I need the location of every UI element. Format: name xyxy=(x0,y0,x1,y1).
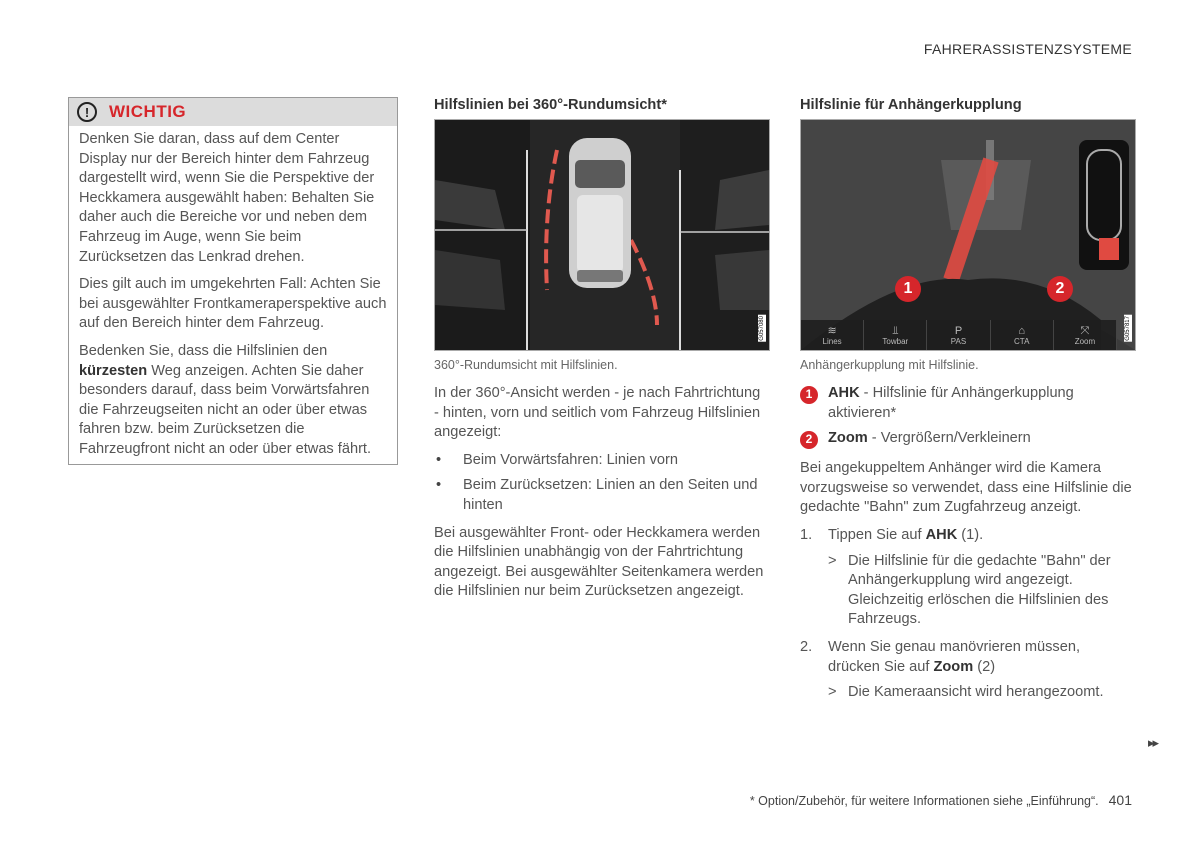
toolbar-label: Lines xyxy=(822,336,842,346)
next-page-icon: ▸▸ xyxy=(1148,735,1158,750)
footnote: * Option/Zubehör, für weitere Informationen siehe „Einführung“. xyxy=(749,794,1099,808)
callout-badge-1: 1 xyxy=(895,276,921,302)
text-span: Bedenken Sie, dass die Hilfslinien den xyxy=(79,342,328,359)
zoom-icon: ⤧ xyxy=(1080,324,1090,337)
text-span: Wenn Sie genau manövrieren müssen, drücken Sie auf xyxy=(828,638,1081,675)
towbar-icon: ⫫ xyxy=(892,324,899,337)
legend-term: Zoom xyxy=(828,430,868,447)
list-item: • Beim Vorwärtsfahren: Linien vorn xyxy=(434,451,768,471)
legend-item-1 xyxy=(800,384,1134,423)
number-badge-2: 2 xyxy=(800,431,818,449)
section-heading: Hilfslinien bei 360°-Rundumsicht* xyxy=(434,97,667,113)
surround-view-image xyxy=(434,119,770,351)
text-span: (2) xyxy=(973,658,996,675)
callout-badge-2: 2 xyxy=(1047,276,1073,302)
text-span: (1). xyxy=(957,526,984,543)
warning-paragraph: Dies gilt auch im umgekehrten Fall: Achten Sie bei ausgewählter Frontkameraperspektive auch auf den Bereich hinter dem Fahrzeug. xyxy=(79,276,387,332)
warning-title: WICHTIG xyxy=(109,102,187,121)
emphasis-text: AHK xyxy=(925,526,958,543)
result-arrow-icon: > xyxy=(828,684,837,701)
step-number: 1. xyxy=(800,526,813,543)
legend-text xyxy=(828,384,1134,423)
step-text xyxy=(828,638,1134,677)
text-span: Tippen Sie auf xyxy=(828,526,926,543)
exclamation-icon: ! xyxy=(77,102,97,122)
warning-body xyxy=(69,126,397,460)
towbar-camera-image xyxy=(800,119,1136,351)
toolbar-button-cta[interactable] xyxy=(991,320,1054,350)
toolbar-label: PAS xyxy=(950,336,967,346)
section-360 xyxy=(434,97,768,610)
cta-icon: ⌂ xyxy=(1018,324,1026,337)
emphasis-text: kürzesten xyxy=(79,362,148,379)
warning-box xyxy=(68,97,398,465)
step-number: 2. xyxy=(800,638,813,655)
legend-term: AHK xyxy=(828,385,860,401)
result-text: Die Kameraansicht wird herangezoomt. xyxy=(848,684,1104,701)
section-towbar xyxy=(800,97,1134,711)
text-span: Weg anzeigen. Achten Sie daher besonders darauf, dass beim Vorwärtsfahren die Fahrzeugseiten nicht an oder über etwas fahren bzw. beim Zurücksetzen die Fahrzeugfront nicht an oder über etwas fährt. xyxy=(79,362,372,457)
step-1-result xyxy=(828,552,1134,630)
section-heading: Hilfslinie für Anhängerkupplung xyxy=(800,97,1022,113)
surround-view-illustration xyxy=(435,120,769,350)
step-2 xyxy=(800,638,1134,677)
list-item: • Beim Zurücksetzen: Linien an den Seiten und hinten xyxy=(434,476,768,515)
lines-icon: ≋ xyxy=(827,324,837,337)
toolbar-button-pas[interactable] xyxy=(927,320,990,350)
step-text xyxy=(828,526,983,546)
image-code: G057080 xyxy=(759,316,765,341)
bullet-list xyxy=(434,451,768,516)
step-1 xyxy=(800,526,1134,546)
camera-toolbar xyxy=(801,320,1117,350)
result-text: Die Hilfslinie für die gedachte "Bahn" der Anhängerkupplung wird angezeigt. Gleichzeitig erlöschen die Hilfslinien des Fahrzeugs. xyxy=(848,552,1111,628)
legend-item-2 xyxy=(800,429,1134,449)
toolbar-label: CTA xyxy=(1014,336,1030,346)
number-badge-1: 1 xyxy=(800,386,818,404)
warning-paragraph: Denken Sie daran, dass auf dem Center Display nur der Bereich hinter dem Fahrzeug dargestellt wird, wenn Sie die Perspektive der Heckkamera ausgewählt haben: Behalten Sie daher auch die Bereiche vor und neben dem Fahrzeug im Auge, wenn Sie beim Zurücksetzen das Lenkrad drehen. xyxy=(79,131,375,265)
page-number: 401 xyxy=(1108,792,1132,808)
warning-header xyxy=(69,98,397,126)
legend-description: - Hilfslinie für Anhängerkupplung aktivieren* xyxy=(828,385,1074,421)
body-paragraph: Bei ausgewählter Front- oder Heckkamera werden die Hilfslinien unabhängig von der Fahrtrichtung angezeigt. Bei ausgewählter Seitenkamera werden die Hilfslinien nur beim Zurücksetzen angezeigt. xyxy=(434,524,764,600)
body-paragraph: In der 360°-Ansicht werden - je nach Fahrtrichtung - hinten, vorn und seitlich vom Fahrzeug Hilfslinien angezeigt: xyxy=(434,385,761,441)
toolbar-button-towbar[interactable] xyxy=(864,320,927,350)
body-paragraph: Bei angekuppeltem Anhänger wird die Kamera vorzugsweise so verwendet, dass eine Hilfslinie die gedachte "Bahn" zum Zugfahrzeug anzeigt. xyxy=(800,460,1132,516)
image-caption: 360°-Rundumsicht mit Hilfslinien. xyxy=(434,358,618,372)
toolbar-button-lines[interactable] xyxy=(801,320,864,350)
emphasis-text: Zoom xyxy=(933,658,974,675)
page-footer xyxy=(750,792,1132,808)
warning-paragraph xyxy=(79,342,387,460)
towbar-camera-illustration xyxy=(801,120,1135,350)
toolbar-label: Zoom xyxy=(1074,336,1096,346)
toolbar-label: Towbar xyxy=(882,336,909,346)
parking-icon: P xyxy=(954,324,963,337)
legend-text xyxy=(828,429,1031,449)
toolbar-button-zoom[interactable] xyxy=(1054,320,1117,350)
step-2-result xyxy=(828,683,1134,703)
result-arrow-icon: > xyxy=(828,552,837,569)
page-header: FAHRERASSISTENZSYSTEME xyxy=(923,41,1132,57)
legend-description: - Vergrößern/Verkleinern xyxy=(867,430,1031,447)
image-code: G057817 xyxy=(1125,316,1131,341)
image-caption: Anhängerkupplung mit Hilfslinie. xyxy=(800,358,979,372)
